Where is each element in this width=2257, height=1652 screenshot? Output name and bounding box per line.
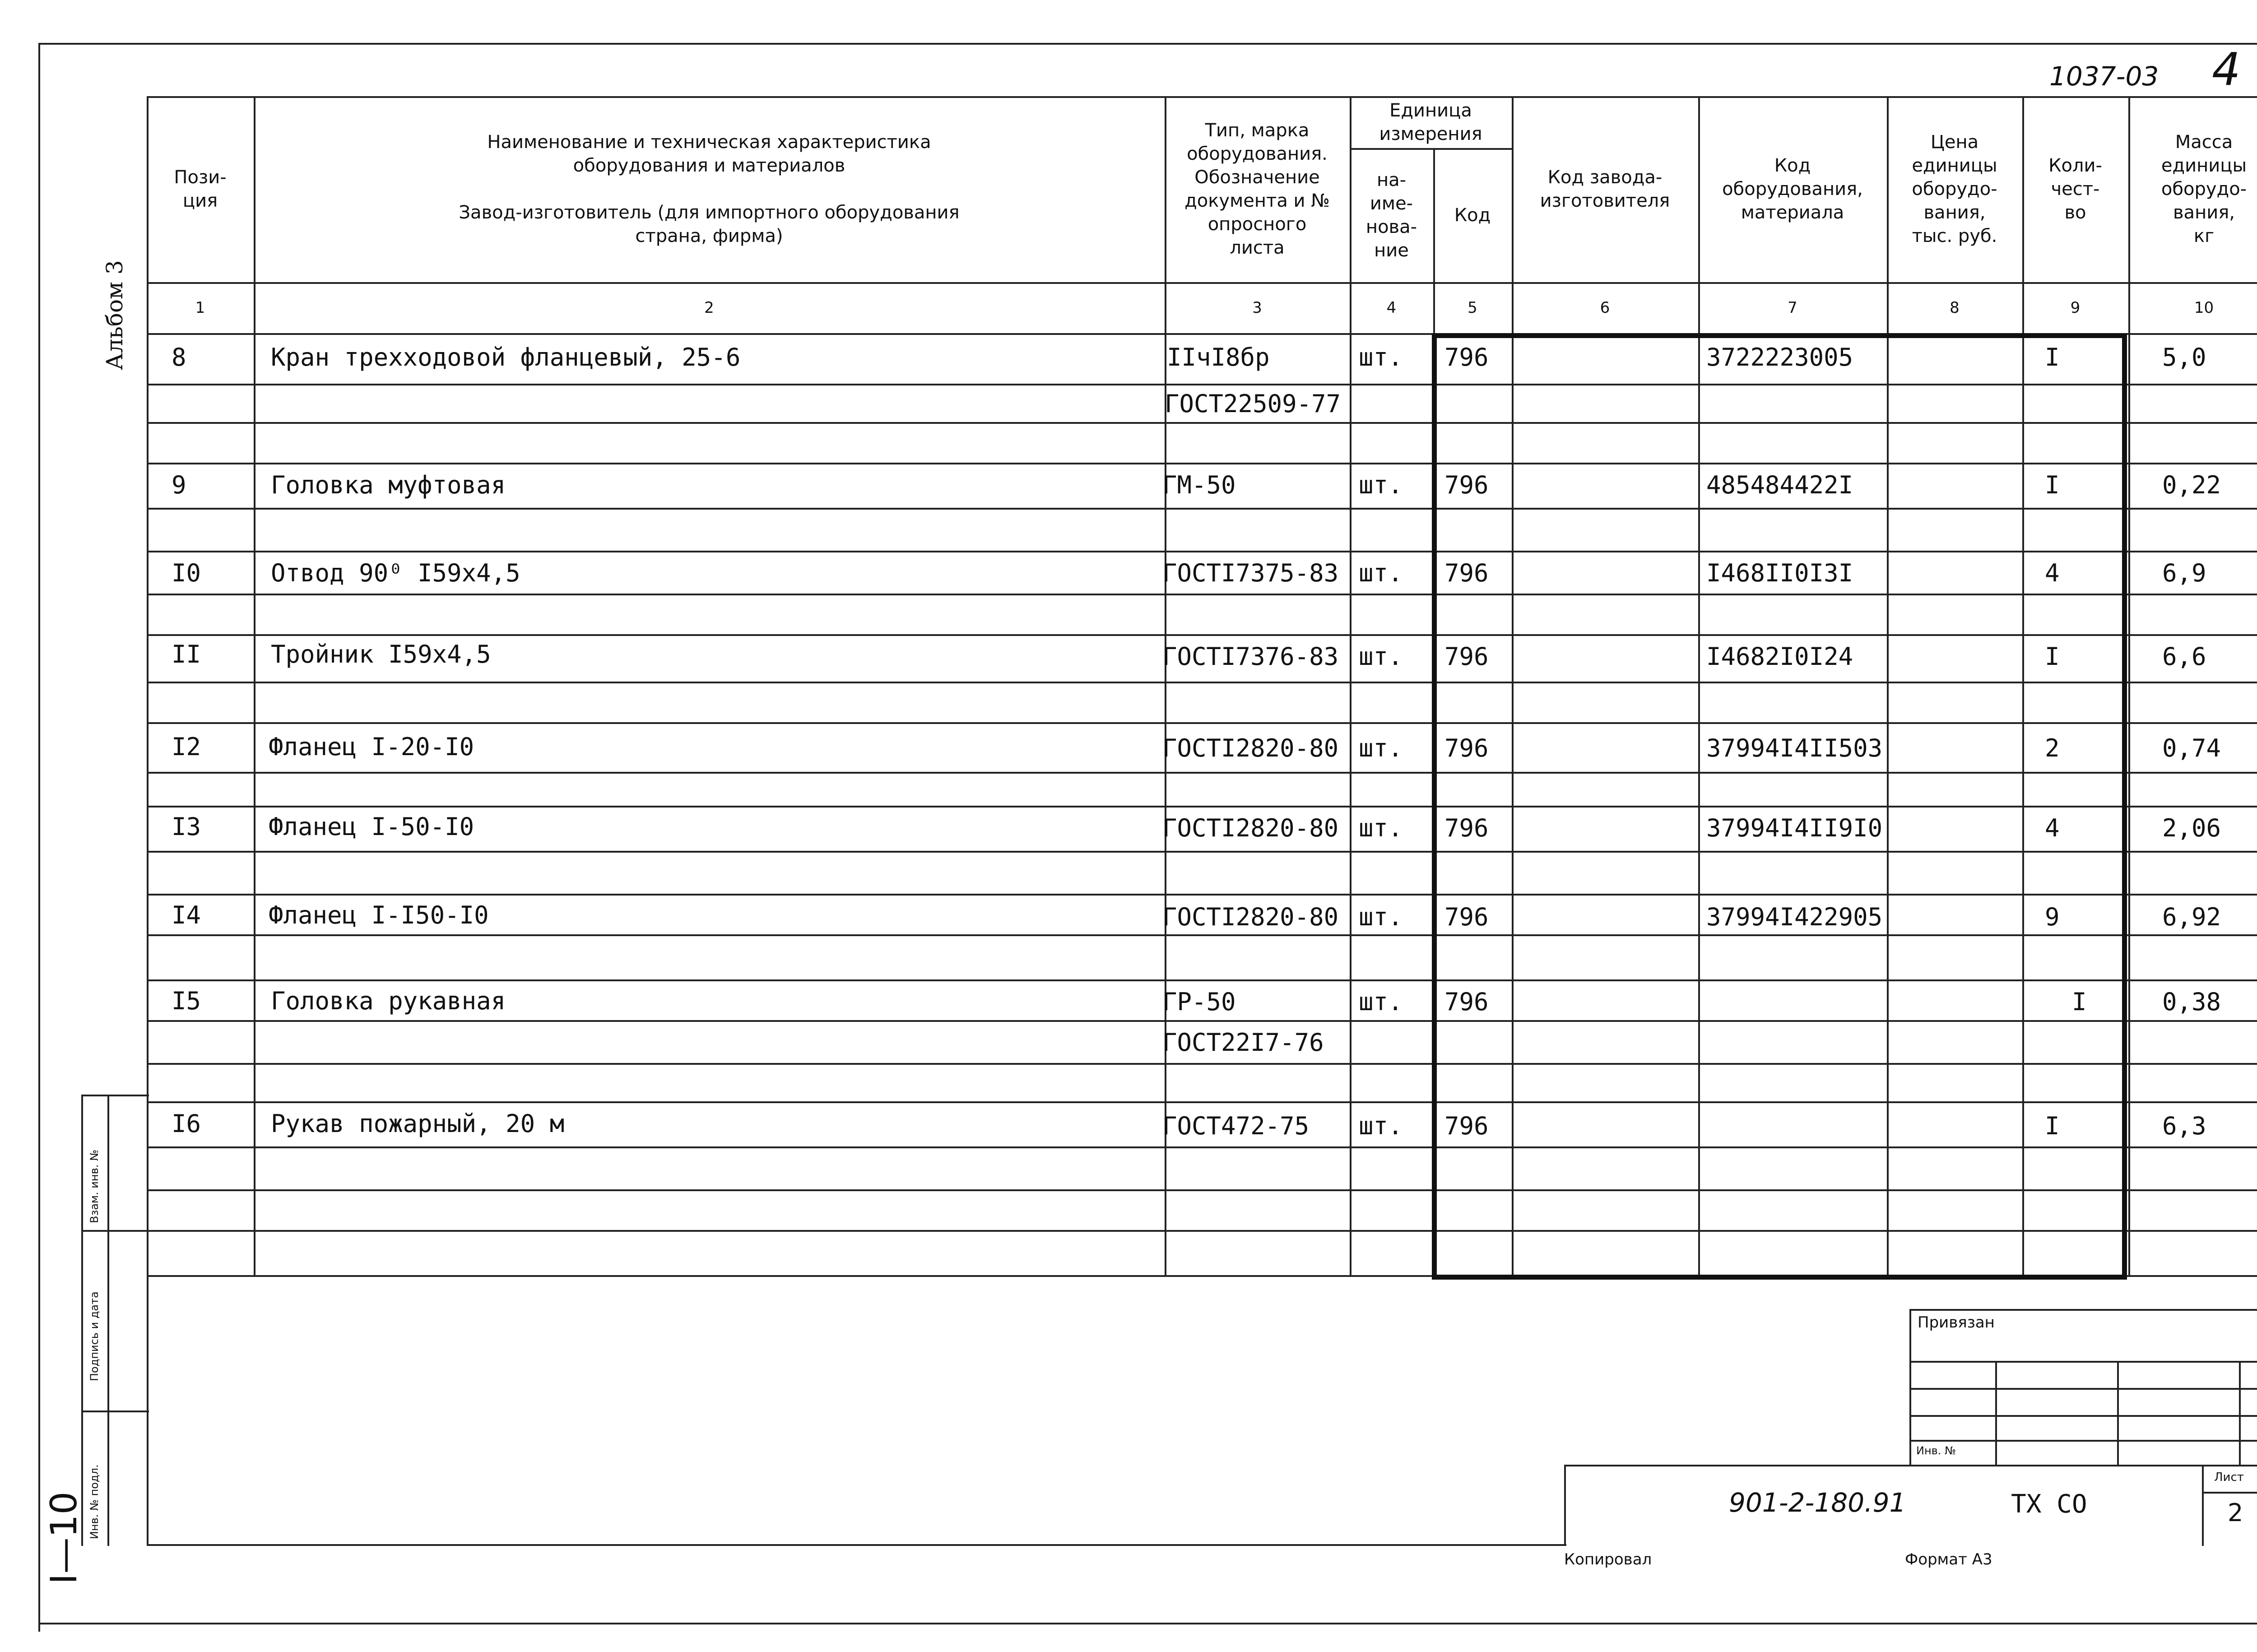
format-label: Формат А3	[1905, 1550, 1992, 1568]
row-quantity: I	[2045, 471, 2060, 499]
header-mass: Масса единицы оборудо- вания, кг	[2161, 132, 2247, 246]
row-mass: 2,06	[2162, 814, 2221, 842]
row-unit: шт.	[1359, 734, 1403, 762]
row-position: I2	[172, 733, 201, 761]
row-name: Фланец I-20-I0	[269, 733, 474, 761]
side-label-podpis: Подпись и дата	[88, 1291, 101, 1381]
row-quantity: I	[2045, 343, 2060, 371]
row-equipment-code: 37994I4II9I0	[1706, 814, 1883, 842]
row-quantity: 2	[2045, 734, 2060, 762]
row-unit: шт.	[1359, 988, 1403, 1016]
row-mass: 6,3	[2162, 1112, 2206, 1140]
album-label: Альбом 3	[102, 260, 128, 370]
col-number: 4	[1386, 299, 1397, 317]
row-equipment-code: I4682I0I24	[1706, 642, 1853, 671]
row-mass: 0,74	[2162, 734, 2221, 762]
row-position: 9	[172, 471, 186, 499]
row-unit-code: 796	[1444, 1112, 1489, 1140]
row-name: Рукав пожарный, 20 м	[271, 1109, 565, 1138]
row-name: Тройник I59х4,5	[271, 640, 491, 668]
table-bottom-line	[147, 1544, 1566, 1546]
row-name: Головка муфтовая	[271, 471, 506, 499]
header-bottom-line	[147, 282, 2257, 284]
row-type: ГОСТ472-75	[1162, 1112, 1310, 1140]
row-position: I0	[172, 559, 201, 587]
col-number: 1	[195, 299, 205, 317]
header-equipment-code: Код оборудования, материала	[1722, 155, 1863, 223]
header-quantity: Коли- чест- во	[2048, 155, 2102, 223]
row-position: I4	[172, 901, 201, 929]
row-mass: 0,22	[2162, 471, 2221, 499]
col-number: 5	[1468, 299, 1477, 317]
row-quantity: 4	[2045, 814, 2060, 842]
main-stamp-divider	[2202, 1465, 2204, 1546]
row-equipment-code: 485484422I	[1706, 471, 1853, 499]
side-stamp-line-2	[81, 1411, 149, 1412]
header-unit-name: на- име- нова- ние	[1365, 169, 1417, 261]
row-position: I3	[172, 812, 201, 841]
row-position: I6	[172, 1109, 201, 1138]
row-type: ГОСТ22I7-76	[1162, 1028, 1324, 1057]
row-unit: шт.	[1359, 903, 1403, 931]
row-type: ГМ-50	[1162, 471, 1236, 499]
privyazan-divider	[1995, 1361, 1997, 1465]
row-type: ГОСТI7376-83	[1162, 642, 1339, 671]
sheet-bottom-line	[38, 1623, 2257, 1624]
doc-number: 901-2-180.91	[1729, 1487, 1906, 1518]
row-position: 8	[172, 343, 186, 371]
row-mass: 5,0	[2162, 343, 2206, 371]
privyazan-label: Привязан	[1918, 1313, 1995, 1332]
privyazan-line	[1909, 1388, 2257, 1390]
main-stamp	[1564, 1465, 2257, 1546]
row-quantity: I	[2045, 1112, 2060, 1140]
privyazan-line	[1909, 1440, 2257, 1442]
header-factory-code: Код завода- изготовителя	[1540, 167, 1670, 211]
row-type: ГОСТ22509-77	[1165, 390, 1341, 418]
corner-sheet: 4	[2212, 43, 2241, 96]
row-name: Головка рукавная	[271, 987, 506, 1015]
row-unit-code: 796	[1444, 559, 1489, 587]
row-unit: шт.	[1359, 559, 1403, 587]
kopiroval-label: Копировал	[1564, 1550, 1652, 1568]
row-unit: шт.	[1359, 814, 1403, 842]
row-unit-code: 796	[1444, 988, 1489, 1016]
row-unit-code: 796	[1444, 903, 1489, 931]
row-name: Кран трехходовой фланцевый, 25-6	[271, 343, 741, 371]
row-equipment-code: 37994I422905	[1706, 903, 1883, 931]
row-equipment-code: 3722223005	[1706, 343, 1853, 371]
header-type: Тип, марка оборудования. Обозначение документа и № опросного листа	[1184, 120, 1330, 258]
privyazan-line	[1909, 1361, 2257, 1363]
privyazan-line	[1909, 1415, 2257, 1417]
row-quantity: 4	[2045, 559, 2060, 587]
row-unit: шт.	[1359, 1112, 1403, 1140]
row-unit: шт.	[1359, 343, 1403, 371]
main-stamp-line	[2202, 1492, 2257, 1494]
row-type: ГОСТI2820-80	[1162, 903, 1339, 931]
row-quantity: 9	[2045, 903, 2060, 931]
row-name: Фланец I-I50-I0	[269, 901, 489, 929]
col-number: 2	[704, 299, 714, 317]
header-unit-group: Единица измерения	[1379, 100, 1482, 144]
col-number: 6	[1600, 299, 1610, 317]
row-unit-code: 796	[1444, 642, 1489, 671]
row-equipment-code: I468II0I3I	[1706, 559, 1853, 587]
privyazan-divider	[2117, 1361, 2119, 1465]
list-number: 2	[2228, 1499, 2243, 1527]
row-type: ГОСТI7375-83	[1162, 559, 1339, 587]
header-name: Наименование и техническая характеристика оборудования и материалов Завод-изготовитель (для импортного оборудования страна, фирма)	[459, 132, 960, 246]
col-number: 9	[2070, 299, 2081, 317]
row-position: II	[172, 640, 201, 668]
side-label-inv: Инв. № подл.	[88, 1464, 101, 1539]
list-label: Лист	[2214, 1471, 2244, 1484]
header-price: Цена единицы оборудо- вания, тыс. руб.	[1912, 132, 1997, 246]
row-type: ГР-50	[1162, 988, 1236, 1016]
header-position: Пози- ция	[174, 167, 227, 211]
row-mass: 0,38	[2162, 988, 2221, 1016]
row-type: ГОСТI2820-80	[1162, 734, 1339, 762]
privyazan-divider	[2239, 1361, 2241, 1465]
col-number: 7	[1788, 299, 1797, 317]
side-stamp-line-1	[81, 1230, 149, 1232]
row-unit: шт.	[1359, 642, 1403, 671]
row-name: Фланец I-50-I0	[269, 812, 474, 841]
col-number: 3	[1252, 299, 1262, 317]
row-unit-code: 796	[1444, 814, 1489, 842]
col-number: 10	[2194, 299, 2214, 317]
header-unit-code: Код	[1454, 204, 1491, 226]
row-quantity: I	[2072, 988, 2087, 1016]
row-unit: шт.	[1359, 471, 1403, 499]
row-mass: 6,6	[2162, 642, 2206, 671]
corner-number: 1037-03	[2049, 61, 2159, 92]
row-unit-code: 796	[1444, 734, 1489, 762]
vertical-code: I—10	[43, 1491, 85, 1584]
row-quantity: I	[2045, 642, 2060, 671]
row-equipment-code: 37994I4II503	[1706, 734, 1883, 762]
side-label-vzam: Взам. инв. №	[88, 1150, 101, 1223]
col-number: 8	[1950, 299, 1960, 317]
row-type: IIчI8бр	[1167, 343, 1270, 371]
row-mass: 6,9	[2162, 559, 2206, 587]
doc-suffix: ТХ СО	[2011, 1490, 2087, 1519]
inv-number-label: Инв. №	[1916, 1444, 1956, 1457]
side-stamp-divider	[107, 1095, 109, 1546]
row-mass: 6,92	[2162, 903, 2221, 931]
row-position: I5	[172, 987, 201, 1015]
row-unit-code: 796	[1444, 471, 1489, 499]
row-type: ГОСТI2820-80	[1162, 814, 1339, 842]
row-name: Отвод 90⁰ I59х4,5	[271, 559, 520, 587]
row-unit-code: 796	[1444, 343, 1489, 371]
